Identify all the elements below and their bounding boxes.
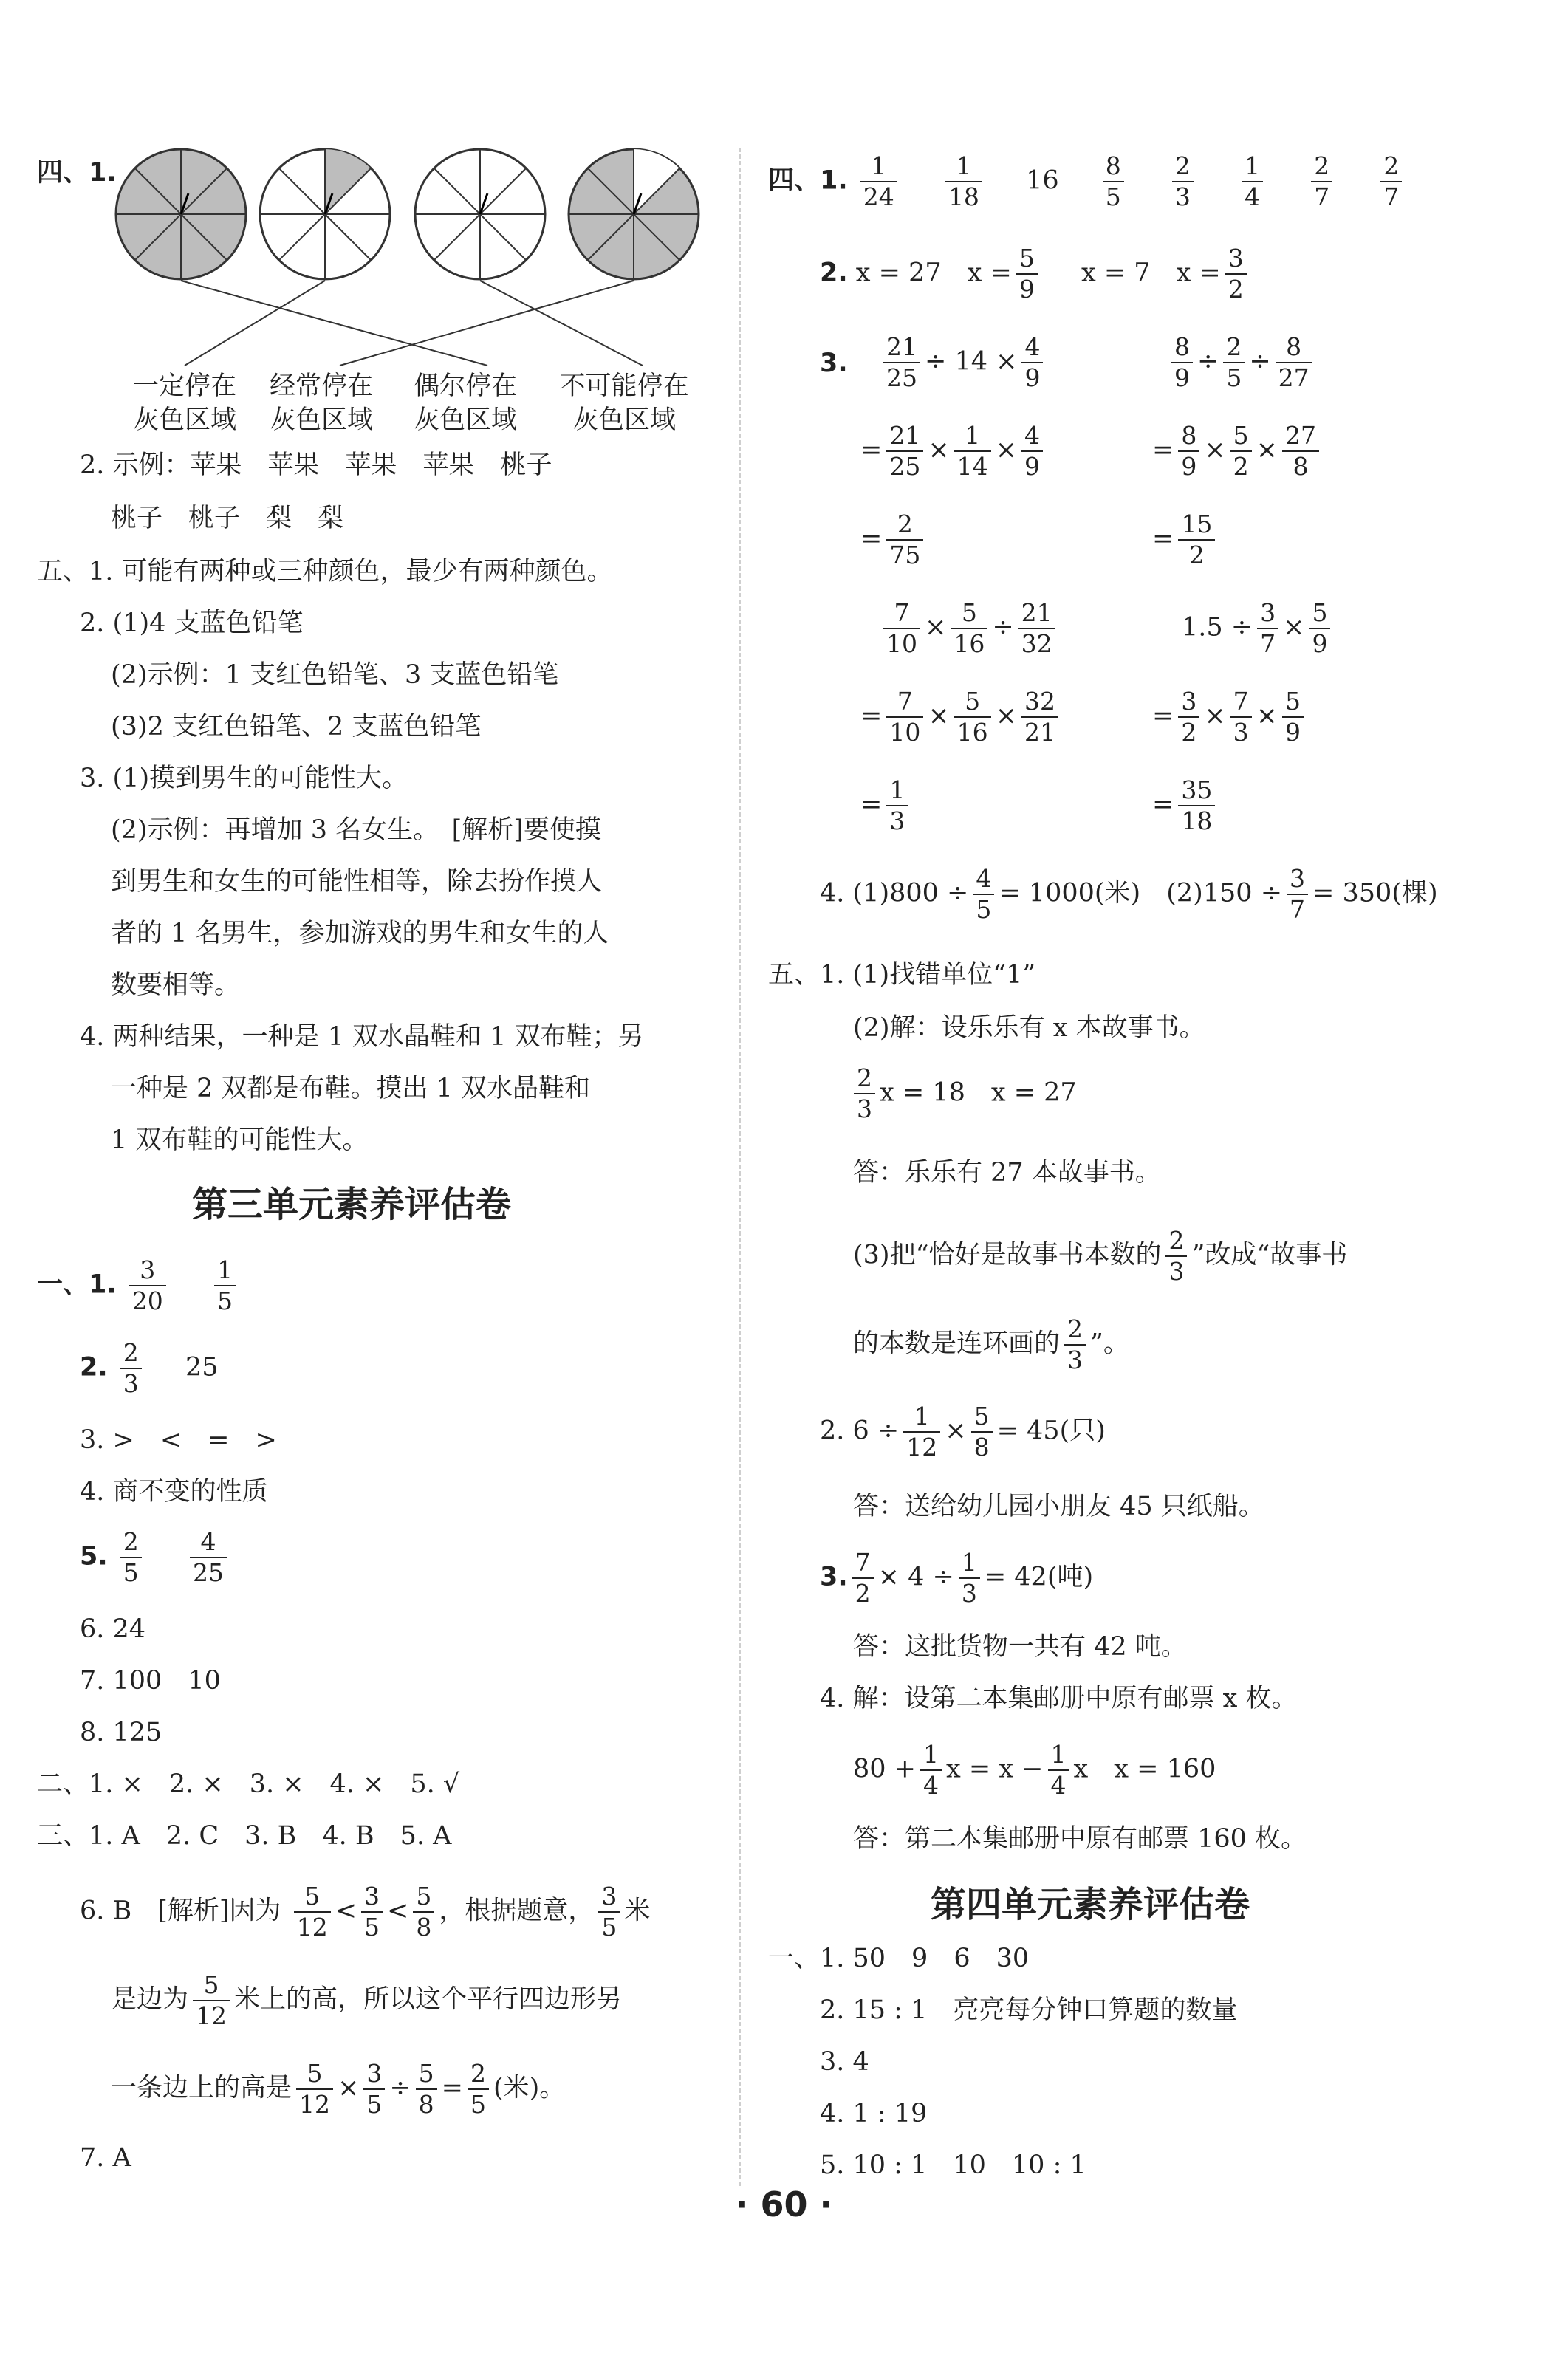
r-s4-q2 [820,244,1251,304]
u3-q5-label: 5. [80,1541,108,1572]
spinner-label-4-line2: 灰色区域 [572,405,676,435]
u3-s3-q6-line2 [111,1970,622,2031]
fraction [120,1527,142,1588]
denominator: 16 [954,629,985,658]
r-s4-q4 [820,864,1438,925]
denominator: 32 [1021,629,1052,658]
fraction [1311,151,1332,212]
numerator: 3 [1287,864,1308,895]
numerator: 1 [954,421,991,452]
text: x = 7 x = [1081,258,1221,288]
r-s4-q1-label: 四、1. [768,165,848,196]
text: x x = 160 [1073,1754,1216,1784]
label: 3. [820,1562,848,1592]
denominator: 3 [1233,718,1249,747]
numerator: 2 [1380,151,1402,182]
denominator: 20 [131,1286,163,1315]
denominator: 24 [863,182,894,211]
fraction [973,864,994,925]
fraction [294,1882,331,1942]
denominator: 9 [1024,363,1041,392]
text: 一条边上的高是 [111,2073,292,2103]
numerator: 3 [1225,244,1247,275]
numerator: 2 [1165,1226,1187,1257]
denominator: 3 [1174,182,1191,211]
fraction [1282,421,1319,482]
numerator: 4 [1021,332,1043,363]
r-s5-q3-answer: 答：这批货物一共有 42 吨。 [853,1632,1187,1662]
fraction [1178,687,1199,747]
calc-c-line3: = $\frac{1}{3}$ [860,775,912,836]
r-s5-q2: 2. 6 ÷ $\frac{1}{12}$ × $\frac{5}{8}$ = 45(只) [820,1402,1106,1462]
fraction [1048,1740,1069,1800]
denominator: 3 [889,806,905,835]
r-s5-q4-1: 4. 解：设第二本集邮册中原有邮票 x 枚。 [820,1684,1298,1713]
fraction [129,1255,166,1316]
denominator: 75 [889,541,921,569]
fraction [1257,598,1278,659]
denominator: 5 [1226,363,1242,392]
calc-b-line1: $\frac{8}{9}$ ÷ $\frac{2}{5}$ ÷ $\frac{8}{27}$ [1167,332,1317,393]
calc-d-line3: = $\frac{35}{18}$ [1152,775,1219,836]
text: = 350(棵) [1312,878,1438,908]
s5-q2-1: 2. (1)4 支蓝色铅笔 [80,609,304,638]
fraction [363,2059,385,2120]
u3-q1 [37,1255,240,1316]
fraction [945,151,982,212]
numerator: 21 [1018,598,1055,629]
numerator: 32 [1021,687,1058,718]
numerator: 5 [296,2059,333,2090]
r-s5-q2-answer: 答：送给幼儿园小朋友 45 只纸船。 [853,1492,1264,1521]
text: = 45(只) [996,1416,1106,1446]
numerator: 1 [886,775,908,806]
numerator: 1 [959,1548,980,1579]
denominator: 2 [855,1579,871,1608]
spinner-label-2-line1: 经常停在 [269,371,373,401]
denominator: 9 [1018,275,1035,304]
fraction [1064,1315,1086,1375]
u3-q2-value: 25 [185,1352,219,1382]
numerator: 21 [883,332,920,363]
numerator: 21 [886,421,923,452]
denominator: 18 [1181,806,1213,835]
denominator: 5 [216,1286,233,1315]
numerator: 4 [190,1527,227,1558]
spinner-4 [569,149,699,279]
numerator: 8 [1103,151,1124,182]
denominator: 8 [416,1913,432,1942]
spinner-label-3-line2: 灰色区域 [413,405,517,435]
text: ”改成“故事书 [1191,1240,1348,1270]
r-s5-q1-3 [849,1063,1077,1124]
fraction [959,1548,980,1608]
numerator: 3 [598,1882,620,1913]
denominator: 21 [1024,718,1055,747]
text: (3)把“恰好是故事书本数的 [853,1240,1162,1270]
numerator: 5 [1016,244,1038,275]
text: 的本数是连环画的 [853,1329,1061,1359]
spinner-label-1 [118,369,251,437]
denominator: 8 [418,2090,434,2119]
fraction [954,687,991,747]
fraction [886,687,923,747]
spinner-diagrams [0,144,739,395]
denominator: 5 [976,895,992,924]
fraction [296,2059,333,2120]
numerator: 2 [1064,1315,1086,1346]
text: 2. 6 ÷ [820,1416,900,1446]
numerator: 3 [361,1882,383,1913]
fraction [1230,687,1252,747]
fraction [971,1402,993,1462]
numerator: 1 [860,151,897,182]
numerator: 1 [920,1740,942,1771]
denominator: 3 [1168,1257,1185,1286]
denominator: 4 [1245,182,1261,211]
denominator: 5 [601,1913,617,1942]
numerator: 27 [1282,421,1319,452]
numerator: 7 [852,1548,874,1579]
s5-q2-3: (3)2 支红色铅笔、2 支蓝色铅笔 [111,712,482,741]
r-s4-q3-label: 3. [820,349,848,378]
u3-q5 [80,1527,231,1588]
fraction [1021,687,1058,747]
text: x = x − [946,1754,1044,1784]
fraction [1021,421,1043,482]
text: 80 + [853,1754,916,1784]
column-divider [739,148,741,2186]
text: = 42(吨) [984,1562,1094,1592]
s5-q3-5: 数要相等。 [111,970,241,1000]
numerator: 5 [971,1402,993,1433]
fraction [1103,151,1124,212]
text: ，根据题意， [439,1896,595,1926]
calc-c-line2: = $\frac{7}{10}$ × $\frac{5}{16}$ × $\frac{32}{21}$ [860,687,1063,747]
numerator: 1 [945,151,982,182]
spinner-label-2 [255,369,388,437]
r-s5-q1-1: 五、1. (1)找错单位“1” [768,960,1036,990]
fraction [1380,151,1402,212]
u4-q4: 4. 1 : 19 [820,2099,928,2128]
denominator: 4 [1050,1771,1067,1800]
denominator: 5 [364,1913,380,1942]
fraction [1021,332,1043,393]
numerator: 4 [1021,421,1043,452]
u3-section-2: 二、1. × 2. × 3. × 4. × 5. √ [37,1769,460,1799]
r-s5-q1-2: (2)解：设乐乐有 x 本故事书。 [853,1013,1205,1043]
denominator: 8 [973,1433,990,1462]
numerator: 5 [416,2059,437,2090]
numerator: 7 [886,687,923,718]
spinner-label-4 [543,369,705,437]
denominator: 5 [1105,182,1121,211]
fraction [1309,598,1330,659]
denominator: 12 [196,2001,227,2030]
denominator: 5 [366,2090,383,2119]
fraction [852,1548,874,1608]
fraction [1172,151,1194,212]
denominator: 4 [923,1771,939,1800]
calc-d-line2: = $\frac{3}{2}$ × $\frac{7}{3}$ × $\frac{5}{9}$ [1152,687,1308,747]
fraction [1287,864,1308,925]
numerator: 2 [854,1063,875,1094]
text: x = 27 x = [855,258,1012,288]
denominator: 9 [1024,452,1040,481]
spinner-2 [260,149,390,279]
numerator: 2 [886,510,923,541]
denominator: 18 [948,182,979,211]
spinner-1 [116,149,246,279]
s4-q2-line2: 桃子 桃子 梨 梨 [111,504,344,533]
fraction [468,2059,489,2120]
plain-value: 16 [1026,165,1059,196]
numerator: 15 [1178,510,1215,541]
u4-q5: 5. 10 : 1 10 10 : 1 [820,2151,1086,2180]
text: 6. B [解析]因为 [80,1896,281,1926]
s5-q1: 五、1. 可能有两种或三种颜色，最少有两种颜色。 [37,557,613,586]
fraction [1178,775,1215,836]
denominator: 3 [1067,1346,1083,1374]
s4-q2-line1: 2. 示例：苹果 苹果 苹果 苹果 桃子 [80,450,552,480]
fraction [1282,687,1304,747]
fraction [1242,151,1263,212]
numerator: 5 [1230,421,1252,452]
fraction [886,510,923,570]
fraction [1165,1226,1187,1286]
fraction [598,1882,620,1942]
text: ”。 [1090,1329,1129,1359]
r-s5-q3: 3. $\frac{7}{2}$ × 4 ÷ $\frac{1}{3}$ = 42(吨) [820,1548,1094,1608]
s5-q4-1: 4. 两种结果，一种是 1 双水晶鞋和 1 双布鞋；另 [80,1022,644,1052]
spinner-label-2-line2: 灰色区域 [269,405,373,435]
denominator: 9 [1181,452,1197,481]
s5-q3-2: (2)示例：再增加 3 名女生。 [解析]要使摸 [111,815,601,845]
denominator: 7 [1383,182,1400,211]
numerator: 2 [120,1527,142,1558]
numerator: 5 [954,687,991,718]
r-s5-q1-6 [853,1315,1129,1375]
s5-q3-4: 者的 1 名男生，参加游戏的男生和女生的人 [111,919,609,948]
u3-q7: 7. 100 10 [80,1666,221,1696]
u3-q2 [80,1338,218,1399]
numerator: 1 [1048,1740,1069,1771]
numerator: 4 [973,864,994,895]
spinner-label-4-line1: 不可能停在 [559,371,689,401]
fraction [903,1402,940,1462]
numerator: 2 [1311,151,1332,182]
fraction [883,332,920,393]
u3-s3-q6-line3: 一条边上的高是 $\frac{5}{12}$ × $\frac{3}{5}$ ÷ $\frac{5}{8}$ = $\frac{2}{5}$ (米)。 [111,2059,566,2119]
u3-q3: 3. > < = > [80,1425,277,1455]
fraction [1225,244,1247,304]
r-s4-q1 [768,151,1406,212]
unit4-title: 第四单元素养评估卷 [931,1884,1250,1925]
u3-section-3: 三、1. A 2. C 3. B 4. B 5. A [37,1821,452,1851]
denominator: 16 [956,718,988,747]
denominator: 2 [1233,452,1249,481]
fraction [886,421,923,482]
numerator: 8 [1178,421,1199,452]
numerator: 8 [1171,332,1193,363]
connector-lines [181,281,643,366]
fraction [190,1527,227,1588]
denominator: 25 [192,1558,224,1587]
u3-s3-q6-line1: 6. B [解析]因为 $\frac{5}{12}$ < $\frac{3}{5}$ < $\frac{5}{8}$ ，根据题意， $\frac{3}{5}$ 米 [80,1882,651,1942]
calc-a-line1: $\frac{21}{25}$ ÷ 14 × $\frac{4}{9}$ [879,332,1047,393]
fraction [1223,332,1245,393]
unit3-title: 第三单元素养评估卷 [192,1184,512,1225]
calc-a-line2: = $\frac{21}{25}$ × $\frac{1}{14}$ × $\frac{4}{9}$ [860,421,1047,482]
fraction [860,151,897,212]
u3-q6: 6. 24 [80,1614,146,1644]
r-s5-q4-2 [853,1740,1216,1800]
fraction [1178,510,1215,570]
denominator: 9 [1174,363,1190,392]
numerator: 5 [1282,687,1304,718]
numerator: 1 [214,1255,236,1286]
fraction [416,2059,437,2120]
u3-q2-label: 2. [80,1352,108,1382]
fraction [954,421,991,482]
u3-q4: 4. 商不变的性质 [80,1477,268,1507]
denominator: 2 [1228,275,1244,304]
text: 是边为 [111,1984,189,2015]
calc-a-line3: = $\frac{2}{75}$ [860,510,928,570]
fraction [883,598,920,659]
label: 2. [820,258,848,288]
denominator: 5 [470,2090,486,2119]
s5-q3-3: 到男生和女生的可能性相等，除去扮作摸人 [111,867,603,897]
denominator: 10 [886,629,917,658]
denominator: 9 [1284,718,1301,747]
denominator: 12 [299,2090,331,2119]
numerator: 5 [294,1882,331,1913]
denominator: 5 [123,1558,139,1587]
fraction [413,1882,434,1942]
denominator: 3 [857,1094,872,1123]
denominator: 7 [1290,895,1306,924]
denominator: 12 [296,1913,328,1942]
r-s5-q1-5 [853,1226,1347,1286]
denominator: 10 [889,718,921,747]
denominator: 27 [1278,363,1309,392]
numerator: 7 [883,598,920,629]
u3-s3-q7: 7. A [80,2143,131,2173]
denominator: 9 [1312,629,1328,658]
denominator: 25 [886,363,917,392]
text: = 1000(米) (2)150 ÷ [999,878,1283,908]
numerator: 2 [468,2059,489,2090]
u3-q8: 8. 125 [80,1718,162,1747]
calc-b-line3: = $\frac{15}{2}$ [1152,510,1219,570]
denominator: 25 [889,452,921,481]
u3-q1-label: 一、1. [37,1269,117,1300]
u4-q1: 一、1. 50 9 6 30 [768,1944,1030,1973]
denominator: 3 [961,1579,977,1608]
numerator: 3 [1257,598,1278,629]
text: 米 [624,1896,651,1926]
denominator: 7 [1260,629,1276,658]
fraction [193,1970,230,2031]
text: 4. (1)800 ÷ [820,878,969,908]
fraction [920,1740,942,1800]
fraction [1178,421,1199,482]
denominator: 8 [1293,452,1309,481]
fraction [886,775,908,836]
s5-q2-2: (2)示例：1 支红色铅笔、3 支蓝色铅笔 [111,660,559,690]
numerator: 5 [413,1882,434,1913]
denominator: 14 [956,452,988,481]
spinner-label-3 [399,369,532,437]
numerator: 2 [120,1338,142,1369]
r-s5-q1-4: 答：乐乐有 27 本故事书。 [853,1158,1161,1188]
fraction [120,1338,142,1399]
s5-q4-2: 一种是 2 双都是布鞋。摸出 1 双水晶鞋和 [111,1074,591,1103]
denominator: 2 [1188,541,1205,569]
numerator: 1 [1242,151,1263,182]
u4-q3: 3. 4 [820,2047,869,2077]
numerator: 3 [129,1255,166,1286]
denominator: 7 [1314,182,1330,211]
fraction [1276,332,1312,393]
fraction [1171,332,1193,393]
spinner-label-1-line2: 灰色区域 [132,405,236,435]
numerator: 2 [1172,151,1194,182]
page-number: · 60 · [736,2184,832,2224]
fraction [361,1882,383,1942]
fraction [214,1255,236,1316]
fraction [1018,598,1055,659]
fraction [1016,244,1038,304]
numerator: 2 [1223,332,1245,363]
numerator: 1 [903,1402,940,1433]
calc-c-line1: $\frac{7}{10}$ × $\frac{5}{16}$ ÷ $\frac{21}{32}$ [879,598,1060,659]
denominator: 3 [123,1369,139,1398]
r-s5-q4-answer: 答：第二本集邮册中原有邮票 160 枚。 [853,1824,1307,1854]
numerator: 5 [1309,598,1330,629]
calc-d-line1: 1.5 ÷ $\frac{3}{7}$ × $\frac{5}{9}$ [1182,598,1335,659]
numerator: 3 [1178,687,1199,718]
numerator: 35 [1178,775,1215,806]
denominator: 2 [1181,718,1197,747]
calc-b-line2: = $\frac{8}{9}$ × $\frac{5}{2}$ × $\frac{27}{8}$ [1152,421,1324,482]
fraction [854,1063,875,1124]
fraction [951,598,987,659]
text: 米上的高，所以这个平行四边形另 [234,1984,623,2015]
numerator: 7 [1230,687,1252,718]
section-4-q1-label: 四、1. [37,158,117,188]
s5-q3-1: 3. (1)摸到男生的可能性大。 [80,764,408,793]
u4-q2: 2. 15 : 1 亮亮每分钟口算题的数量 [820,1995,1238,2025]
text: (米)。 [493,2073,566,2103]
spinner-3 [415,149,545,279]
s5-q4-3: 1 双布鞋的可能性大。 [111,1125,369,1155]
spinner-label-3-line1: 偶尔停在 [413,371,517,401]
denominator: 12 [906,1433,938,1462]
numerator: 5 [193,1970,230,2001]
spinner-label-1-line1: 一定停在 [132,371,236,401]
numerator: 8 [1276,332,1312,363]
text: x = 18 x = 27 [880,1077,1077,1108]
numerator: 5 [951,598,987,629]
fraction [1230,421,1252,482]
numerator: 3 [363,2059,385,2090]
